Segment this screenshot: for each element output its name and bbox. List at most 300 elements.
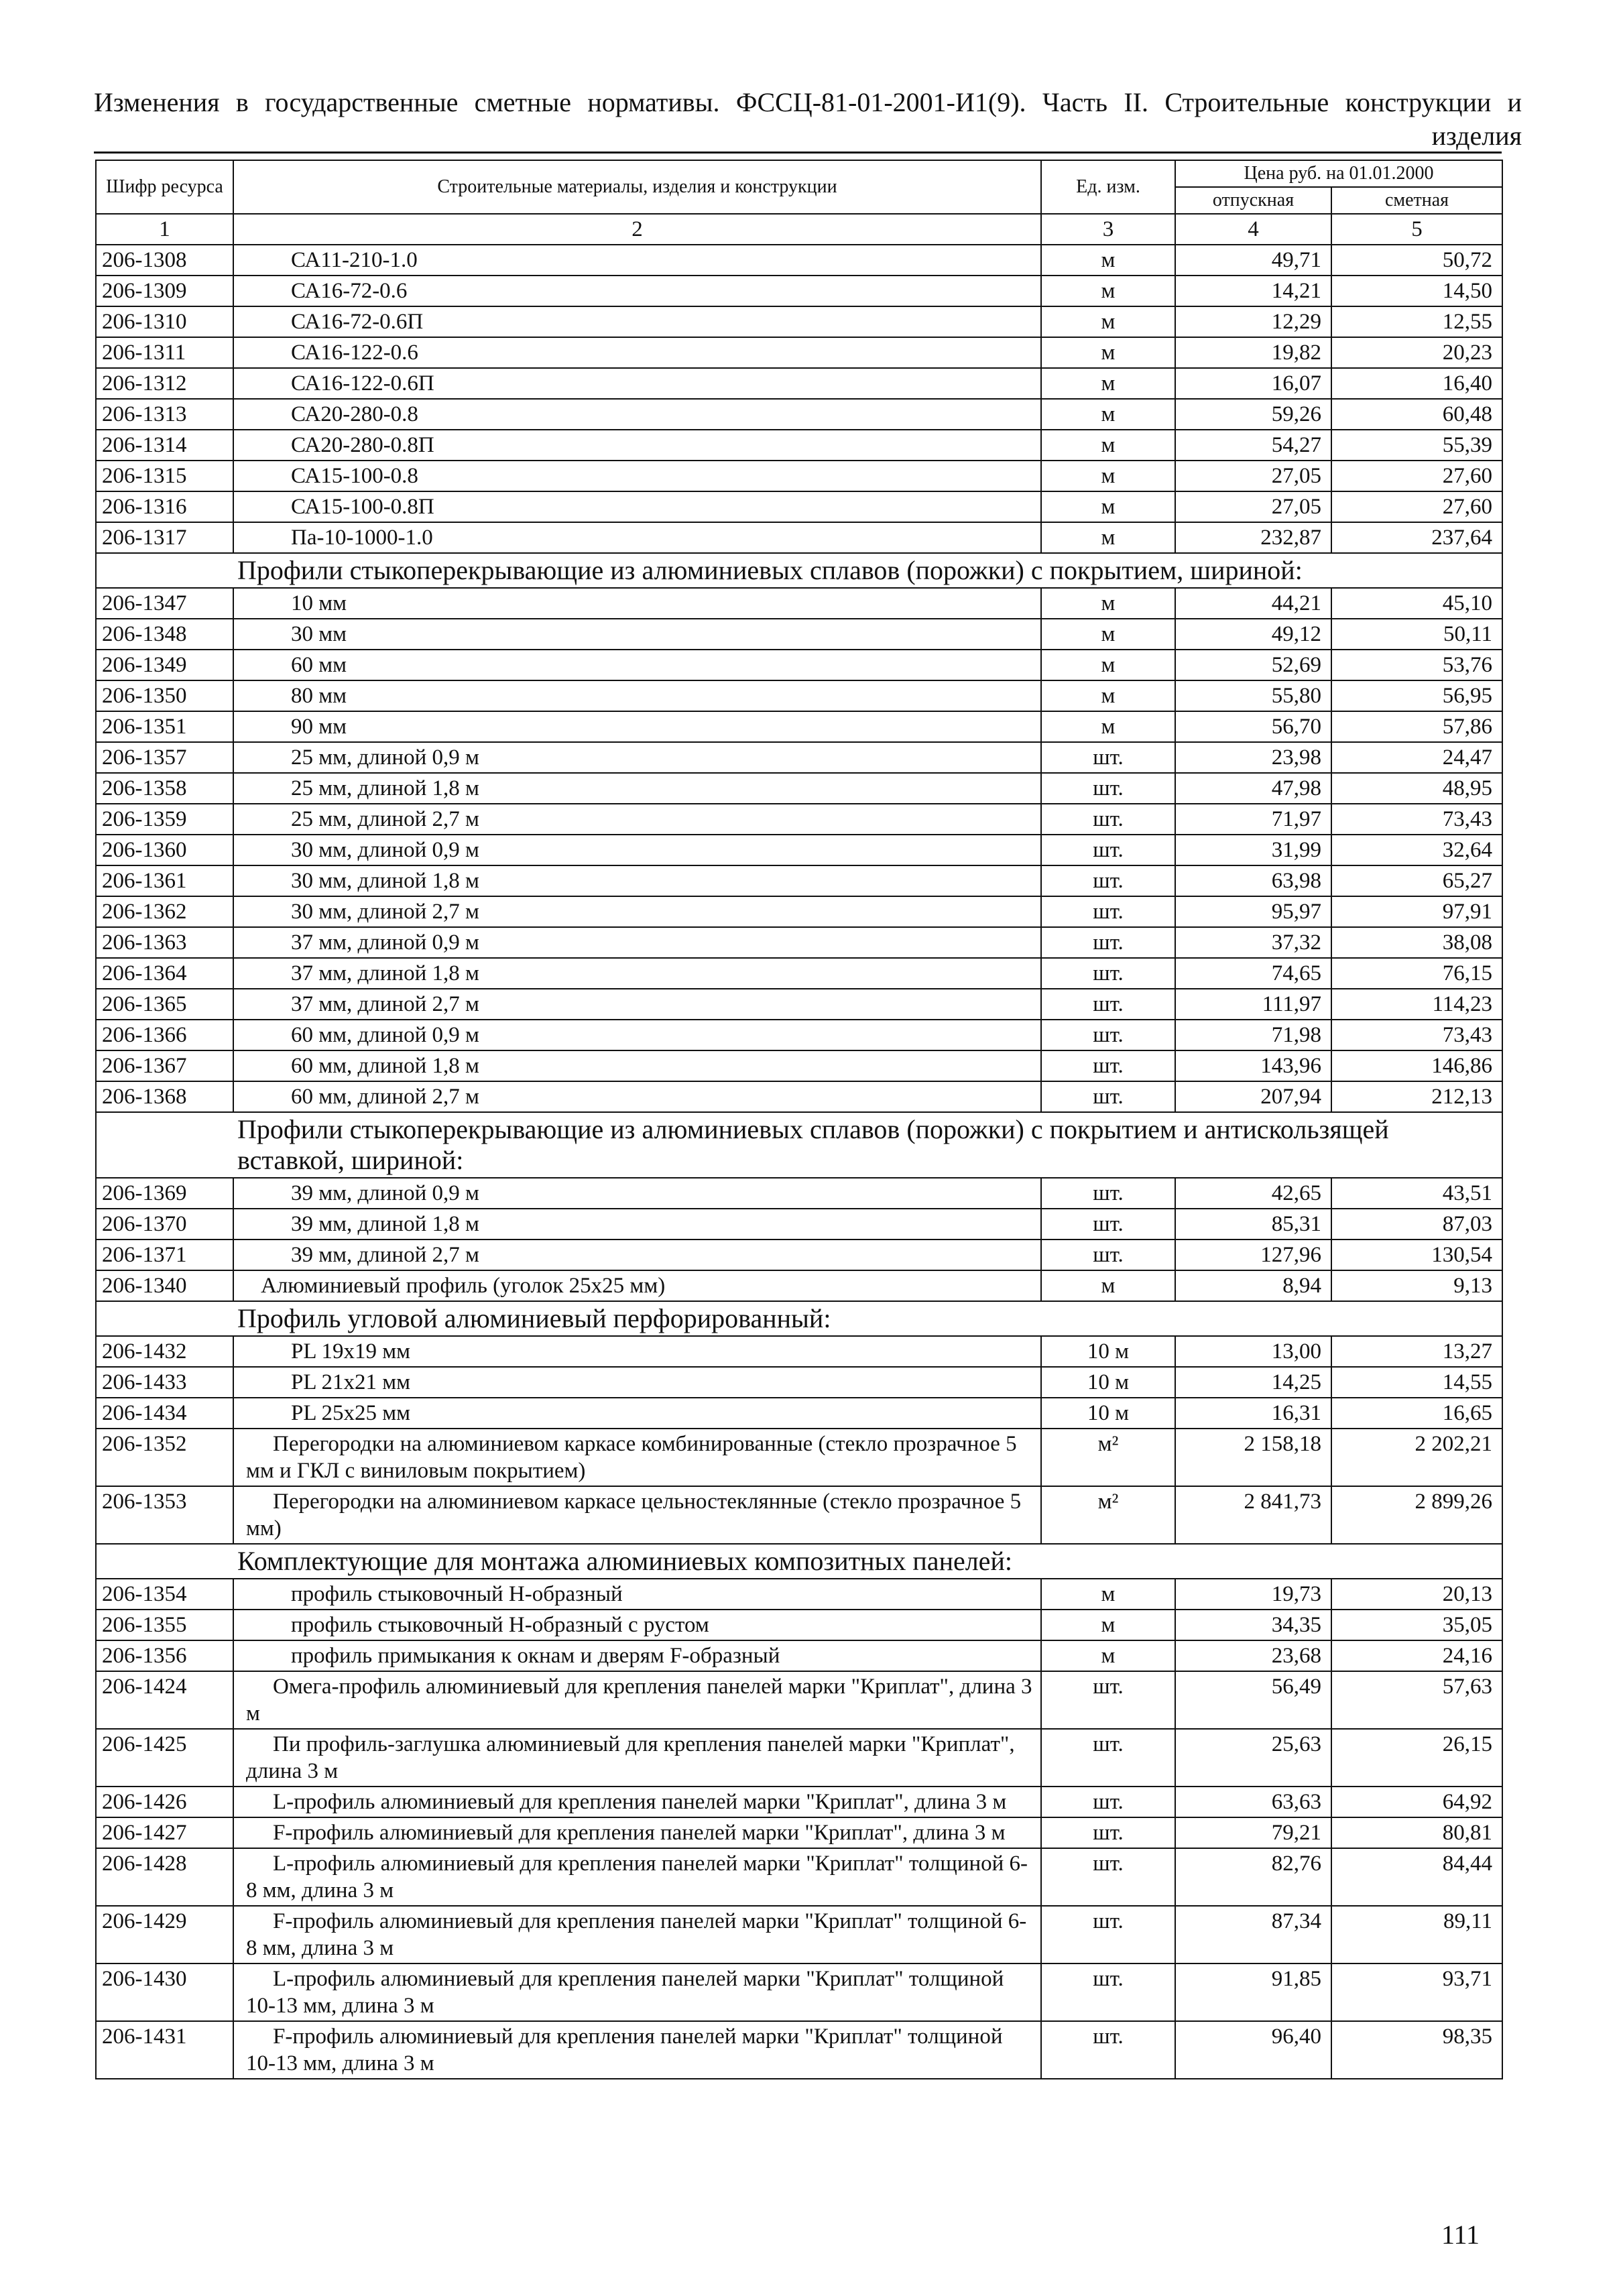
- unit-of-measure: шт.: [1041, 742, 1175, 773]
- table-row: [96, 1486, 1502, 1544]
- release-price: 74,65: [1175, 958, 1331, 989]
- resource-code: 206-1428: [96, 1848, 233, 1906]
- release-price: 71,97: [1175, 804, 1331, 835]
- estimate-price: 24,47: [1331, 742, 1502, 773]
- release-price: 25,63: [1175, 1729, 1331, 1787]
- material-name: Перегородки на алюминиевом каркасе цельностеклянные (стекло прозрачное 5 мм): [233, 1486, 1041, 1544]
- table-row: [96, 1848, 1502, 1906]
- material-name: 60 мм: [233, 650, 1041, 680]
- release-price: 91,85: [1175, 1963, 1331, 2021]
- unit-of-measure: шт.: [1041, 1671, 1175, 1729]
- release-price: 13,00: [1175, 1336, 1331, 1367]
- unit-of-measure: м: [1041, 368, 1175, 399]
- release-price: 34,35: [1175, 1610, 1331, 1640]
- estimate-price: 2 899,26: [1331, 1486, 1502, 1544]
- table-row: [96, 1050, 1502, 1081]
- release-price: 54,27: [1175, 430, 1331, 461]
- estimate-price: 13,27: [1331, 1336, 1502, 1367]
- release-price: 96,40: [1175, 2021, 1331, 2079]
- release-price: 44,21: [1175, 588, 1331, 619]
- release-price: 59,26: [1175, 399, 1331, 430]
- estimate-price: 76,15: [1331, 958, 1502, 989]
- material-name: 37 мм, длиной 1,8 м: [233, 958, 1041, 989]
- release-price: 85,31: [1175, 1209, 1331, 1240]
- unit-of-measure: м: [1041, 1579, 1175, 1610]
- unit-of-measure: 10 м: [1041, 1398, 1175, 1429]
- unit-of-measure: м: [1041, 680, 1175, 711]
- release-price: 23,68: [1175, 1640, 1331, 1671]
- resource-code: 206-1425: [96, 1729, 233, 1787]
- table-row: [96, 773, 1502, 804]
- release-price: 27,05: [1175, 491, 1331, 522]
- table-row: [96, 1640, 1502, 1671]
- col-header-price: Цена руб. на 01.01.2000: [1175, 160, 1502, 187]
- table-row: [96, 522, 1502, 553]
- unit-of-measure: 10 м: [1041, 1336, 1175, 1367]
- material-name: 60 мм, длиной 0,9 м: [233, 1020, 1041, 1050]
- material-name: профиль стыковочный Н-образный с рустом: [233, 1610, 1041, 1640]
- release-price: 56,49: [1175, 1671, 1331, 1729]
- unit-of-measure: шт.: [1041, 1240, 1175, 1270]
- unit-of-measure: шт.: [1041, 1081, 1175, 1112]
- unit-of-measure: м²: [1041, 1429, 1175, 1486]
- material-name: PL 21х21 мм: [233, 1367, 1041, 1398]
- unit-of-measure: шт.: [1041, 1848, 1175, 1906]
- table-row: [96, 1817, 1502, 1848]
- release-price: 56,70: [1175, 711, 1331, 742]
- material-name: 39 мм, длиной 2,7 м: [233, 1240, 1041, 1270]
- unit-of-measure: шт.: [1041, 865, 1175, 896]
- section-heading: Профили стыкоперекрывающие из алюминиевых сплавов (порожки) с покрытием, шириной:: [96, 553, 1502, 588]
- release-price: 71,98: [1175, 1020, 1331, 1050]
- material-name: L-профиль алюминиевый для крепления панелей марки "Криплат", длина 3 м: [233, 1787, 1041, 1817]
- material-name: PL 19х19 мм: [233, 1336, 1041, 1367]
- estimate-price: 130,54: [1331, 1240, 1502, 1270]
- estimate-price: 32,64: [1331, 835, 1502, 865]
- material-name: 30 мм: [233, 619, 1041, 650]
- table-row: [96, 1610, 1502, 1640]
- release-price: 19,82: [1175, 337, 1331, 368]
- col-header-code: Шифр ресурса: [96, 160, 233, 214]
- estimate-price: 73,43: [1331, 1020, 1502, 1050]
- resource-code: 206-1358: [96, 773, 233, 804]
- table-row: [96, 491, 1502, 522]
- section-row: [96, 1301, 1502, 1336]
- resource-code: 206-1366: [96, 1020, 233, 1050]
- release-price: 127,96: [1175, 1240, 1331, 1270]
- material-name: 90 мм: [233, 711, 1041, 742]
- table-row: [96, 958, 1502, 989]
- table-row: [96, 989, 1502, 1020]
- unit-of-measure: м: [1041, 337, 1175, 368]
- release-price: 23,98: [1175, 742, 1331, 773]
- table-row: [96, 1270, 1502, 1301]
- estimate-price: 14,50: [1331, 276, 1502, 306]
- unit-of-measure: м: [1041, 619, 1175, 650]
- col-number: 1: [96, 214, 233, 245]
- resource-code: 206-1357: [96, 742, 233, 773]
- material-name: СА11-210-1.0: [233, 245, 1041, 276]
- estimate-price: 27,60: [1331, 491, 1502, 522]
- table-row: [96, 1429, 1502, 1486]
- resource-code: 206-1352: [96, 1429, 233, 1486]
- table-row: [96, 1398, 1502, 1429]
- unit-of-measure: м²: [1041, 1486, 1175, 1544]
- resource-code: 206-1434: [96, 1398, 233, 1429]
- resource-code: 206-1347: [96, 588, 233, 619]
- estimate-price: 146,86: [1331, 1050, 1502, 1081]
- table-row: [96, 1671, 1502, 1729]
- resource-code: 206-1315: [96, 461, 233, 491]
- estimate-price: 84,44: [1331, 1848, 1502, 1906]
- unit-of-measure: шт.: [1041, 896, 1175, 927]
- page-header: Изменения в государственные сметные нормативы. ФССЦ-81-01-2001-И1(9). Часть II. Строительные конструкции и изделия: [94, 87, 1522, 151]
- release-price: 27,05: [1175, 461, 1331, 491]
- table-row: [96, 650, 1502, 680]
- unit-of-measure: шт.: [1041, 835, 1175, 865]
- col-number: 4: [1175, 214, 1331, 245]
- page-number: 111: [1441, 2220, 1480, 2250]
- estimate-price: 89,11: [1331, 1906, 1502, 1963]
- unit-of-measure: шт.: [1041, 1209, 1175, 1240]
- release-price: 49,71: [1175, 245, 1331, 276]
- unit-of-measure: м: [1041, 276, 1175, 306]
- resource-code: 206-1348: [96, 619, 233, 650]
- release-price: 49,12: [1175, 619, 1331, 650]
- material-name: L-профиль алюминиевый для крепления панелей марки "Криплат" толщиной 10-13 мм, длина 3 м: [233, 1963, 1041, 2021]
- col-header-estimate: сметная: [1331, 187, 1502, 214]
- estimate-price: 48,95: [1331, 773, 1502, 804]
- table-row: [96, 1367, 1502, 1398]
- resource-code: 206-1314: [96, 430, 233, 461]
- resource-code: 206-1356: [96, 1640, 233, 1671]
- col-number: 3: [1041, 214, 1175, 245]
- release-price: 31,99: [1175, 835, 1331, 865]
- unit-of-measure: шт.: [1041, 927, 1175, 958]
- material-name: 39 мм, длиной 0,9 м: [233, 1178, 1041, 1209]
- section-heading: Профили стыкоперекрывающие из алюминиевых сплавов (порожки) с покрытием и антискользящей вставкой, шириной:: [96, 1112, 1502, 1178]
- material-name: L-профиль алюминиевый для крепления панелей марки "Криплат" толщиной 6-8 мм, длина 3 м: [233, 1848, 1041, 1906]
- table-row: [96, 461, 1502, 491]
- estimate-price: 237,64: [1331, 522, 1502, 553]
- unit-of-measure: шт.: [1041, 1050, 1175, 1081]
- release-price: 55,80: [1175, 680, 1331, 711]
- resource-code: 206-1309: [96, 276, 233, 306]
- resource-code: 206-1424: [96, 1671, 233, 1729]
- table-row: [96, 2021, 1502, 2079]
- estimate-price: 16,65: [1331, 1398, 1502, 1429]
- table-row: [96, 276, 1502, 306]
- resource-code: 206-1351: [96, 711, 233, 742]
- release-price: 16,31: [1175, 1398, 1331, 1429]
- release-price: 111,97: [1175, 989, 1331, 1020]
- resource-code: 206-1362: [96, 896, 233, 927]
- material-name: СА20-280-0.8П: [233, 430, 1041, 461]
- release-price: 232,87: [1175, 522, 1331, 553]
- table-row: [96, 1020, 1502, 1050]
- material-name: Алюминиевый профиль (уголок 25х25 мм): [233, 1270, 1041, 1301]
- estimate-price: 24,16: [1331, 1640, 1502, 1671]
- table-row: [96, 245, 1502, 276]
- estimate-price: 114,23: [1331, 989, 1502, 1020]
- estimate-price: 38,08: [1331, 927, 1502, 958]
- material-name: 10 мм: [233, 588, 1041, 619]
- resource-code: 206-1363: [96, 927, 233, 958]
- resource-code: 206-1316: [96, 491, 233, 522]
- price-table-body: [96, 160, 1502, 2079]
- estimate-price: 20,23: [1331, 337, 1502, 368]
- resource-code: 206-1349: [96, 650, 233, 680]
- col-number: 5: [1331, 214, 1502, 245]
- table-row: [96, 337, 1502, 368]
- resource-code: 206-1364: [96, 958, 233, 989]
- resource-code: 206-1433: [96, 1367, 233, 1398]
- unit-of-measure: м: [1041, 399, 1175, 430]
- table-row: [96, 399, 1502, 430]
- table-row: [96, 927, 1502, 958]
- estimate-price: 45,10: [1331, 588, 1502, 619]
- col-number: 2: [233, 214, 1041, 245]
- header-rule: [94, 152, 1502, 154]
- material-name: 39 мм, длиной 1,8 м: [233, 1209, 1041, 1240]
- release-price: 87,34: [1175, 1906, 1331, 1963]
- estimate-price: 73,43: [1331, 804, 1502, 835]
- material-name: 37 мм, длиной 2,7 м: [233, 989, 1041, 1020]
- material-name: PL 25х25 мм: [233, 1398, 1041, 1429]
- table-row: [96, 1963, 1502, 2021]
- release-price: 79,21: [1175, 1817, 1331, 1848]
- resource-code: 206-1361: [96, 865, 233, 896]
- release-price: 42,65: [1175, 1178, 1331, 1209]
- release-price: 2 841,73: [1175, 1486, 1331, 1544]
- table-row: [96, 1729, 1502, 1787]
- release-price: 19,73: [1175, 1579, 1331, 1610]
- unit-of-measure: шт.: [1041, 1178, 1175, 1209]
- release-price: 207,94: [1175, 1081, 1331, 1112]
- material-name: 37 мм, длиной 0,9 м: [233, 927, 1041, 958]
- material-name: 30 мм, длиной 2,7 м: [233, 896, 1041, 927]
- unit-of-measure: м: [1041, 650, 1175, 680]
- estimate-price: 35,05: [1331, 1610, 1502, 1640]
- unit-of-measure: м: [1041, 461, 1175, 491]
- material-name: 30 мм, длиной 0,9 м: [233, 835, 1041, 865]
- resource-code: 206-1354: [96, 1579, 233, 1610]
- table-row: [96, 835, 1502, 865]
- col-header-release: отпускная: [1175, 187, 1331, 214]
- material-name: 60 мм, длиной 1,8 м: [233, 1050, 1041, 1081]
- release-price: 2 158,18: [1175, 1429, 1331, 1486]
- table-row: [96, 619, 1502, 650]
- estimate-price: 20,13: [1331, 1579, 1502, 1610]
- release-price: 63,98: [1175, 865, 1331, 896]
- section-heading: Комплектующие для монтажа алюминиевых композитных панелей:: [96, 1544, 1502, 1579]
- col-header-name: Строительные материалы, изделия и конструкции: [233, 160, 1041, 214]
- release-price: 47,98: [1175, 773, 1331, 804]
- table-row: [96, 1209, 1502, 1240]
- release-price: 12,29: [1175, 306, 1331, 337]
- estimate-price: 60,48: [1331, 399, 1502, 430]
- release-price: 14,25: [1175, 1367, 1331, 1398]
- estimate-price: 2 202,21: [1331, 1429, 1502, 1486]
- table-row: [96, 1579, 1502, 1610]
- unit-of-measure: шт.: [1041, 1787, 1175, 1817]
- table-row: [96, 742, 1502, 773]
- unit-of-measure: 10 м: [1041, 1367, 1175, 1398]
- unit-of-measure: шт.: [1041, 989, 1175, 1020]
- material-name: 30 мм, длиной 1,8 м: [233, 865, 1041, 896]
- section-row: [96, 1112, 1502, 1178]
- resource-code: 206-1365: [96, 989, 233, 1020]
- unit-of-measure: м: [1041, 1640, 1175, 1671]
- material-name: F-профиль алюминиевый для крепления панелей марки "Криплат", длина 3 м: [233, 1817, 1041, 1848]
- estimate-price: 53,76: [1331, 650, 1502, 680]
- material-name: Омега-профиль алюминиевый для крепления панелей марки "Криплат", длина 3 м: [233, 1671, 1041, 1729]
- material-name: 25 мм, длиной 1,8 м: [233, 773, 1041, 804]
- table-row: [96, 1178, 1502, 1209]
- estimate-price: 56,95: [1331, 680, 1502, 711]
- unit-of-measure: м: [1041, 522, 1175, 553]
- unit-of-measure: м: [1041, 711, 1175, 742]
- table-row: [96, 680, 1502, 711]
- table-row: [96, 865, 1502, 896]
- material-name: СА16-72-0.6: [233, 276, 1041, 306]
- material-name: СА16-122-0.6: [233, 337, 1041, 368]
- resource-code: 206-1426: [96, 1787, 233, 1817]
- resource-code: 206-1359: [96, 804, 233, 835]
- material-name: профиль стыковочный Н-образный: [233, 1579, 1041, 1610]
- release-price: 8,94: [1175, 1270, 1331, 1301]
- unit-of-measure: м: [1041, 306, 1175, 337]
- estimate-price: 80,81: [1331, 1817, 1502, 1848]
- material-name: профиль примыкания к окнам и дверям F-образный: [233, 1640, 1041, 1671]
- material-name: СА16-122-0.6П: [233, 368, 1041, 399]
- resource-code: 206-1369: [96, 1178, 233, 1209]
- estimate-price: 55,39: [1331, 430, 1502, 461]
- estimate-price: 12,55: [1331, 306, 1502, 337]
- release-price: 16,07: [1175, 368, 1331, 399]
- release-price: 52,69: [1175, 650, 1331, 680]
- resource-code: 206-1308: [96, 245, 233, 276]
- resource-code: 206-1371: [96, 1240, 233, 1270]
- release-price: 63,63: [1175, 1787, 1331, 1817]
- material-name: СА15-100-0.8П: [233, 491, 1041, 522]
- estimate-price: 57,86: [1331, 711, 1502, 742]
- estimate-price: 87,03: [1331, 1209, 1502, 1240]
- table-row: [96, 1240, 1502, 1270]
- unit-of-measure: м: [1041, 430, 1175, 461]
- estimate-price: 212,13: [1331, 1081, 1502, 1112]
- section-row: [96, 553, 1502, 588]
- unit-of-measure: шт.: [1041, 2021, 1175, 2079]
- table-row: [96, 896, 1502, 927]
- resource-code: 206-1370: [96, 1209, 233, 1240]
- material-name: Па-10-1000-1.0: [233, 522, 1041, 553]
- unit-of-measure: м: [1041, 588, 1175, 619]
- unit-of-measure: м: [1041, 245, 1175, 276]
- estimate-price: 65,27: [1331, 865, 1502, 896]
- section-heading: Профиль угловой алюминиевый перфорированный:: [96, 1301, 1502, 1336]
- estimate-price: 27,60: [1331, 461, 1502, 491]
- table-row: [96, 368, 1502, 399]
- resource-code: 206-1429: [96, 1906, 233, 1963]
- table-row: [96, 1336, 1502, 1367]
- material-name: Пи профиль-заглушка алюминиевый для крепления панелей марки "Криплат", длина 3 м: [233, 1729, 1041, 1787]
- resource-code: 206-1313: [96, 399, 233, 430]
- material-name: 80 мм: [233, 680, 1041, 711]
- unit-of-measure: м: [1041, 1270, 1175, 1301]
- resource-code: 206-1431: [96, 2021, 233, 2079]
- unit-of-measure: шт.: [1041, 1817, 1175, 1848]
- resource-code: 206-1360: [96, 835, 233, 865]
- estimate-price: 50,72: [1331, 245, 1502, 276]
- unit-of-measure: шт.: [1041, 1963, 1175, 2021]
- estimate-price: 50,11: [1331, 619, 1502, 650]
- column-number-row: [96, 214, 1502, 245]
- release-price: 143,96: [1175, 1050, 1331, 1081]
- unit-of-measure: шт.: [1041, 773, 1175, 804]
- resource-code: 206-1350: [96, 680, 233, 711]
- table-row: [96, 1081, 1502, 1112]
- unit-of-measure: м: [1041, 491, 1175, 522]
- resource-code: 206-1368: [96, 1081, 233, 1112]
- price-table: [95, 160, 1503, 2079]
- resource-code: 206-1427: [96, 1817, 233, 1848]
- material-name: 60 мм, длиной 2,7 м: [233, 1081, 1041, 1112]
- material-name: 25 мм, длиной 2,7 м: [233, 804, 1041, 835]
- table-row: [96, 306, 1502, 337]
- estimate-price: 9,13: [1331, 1270, 1502, 1301]
- resource-code: 206-1310: [96, 306, 233, 337]
- table-row: [96, 1787, 1502, 1817]
- unit-of-measure: шт.: [1041, 1729, 1175, 1787]
- release-price: 82,76: [1175, 1848, 1331, 1906]
- material-name: 25 мм, длиной 0,9 м: [233, 742, 1041, 773]
- resource-code: 206-1317: [96, 522, 233, 553]
- estimate-price: 93,71: [1331, 1963, 1502, 2021]
- resource-code: 206-1312: [96, 368, 233, 399]
- table-row: [96, 430, 1502, 461]
- material-name: СА16-72-0.6П: [233, 306, 1041, 337]
- release-price: 14,21: [1175, 276, 1331, 306]
- estimate-price: 14,55: [1331, 1367, 1502, 1398]
- resource-code: 206-1432: [96, 1336, 233, 1367]
- estimate-price: 97,91: [1331, 896, 1502, 927]
- release-price: 95,97: [1175, 896, 1331, 927]
- material-name: Перегородки на алюминиевом каркасе комбинированные (стекло прозрачное 5 мм и ГКЛ с виниловым покрытием): [233, 1429, 1041, 1486]
- material-name: СА20-280-0.8: [233, 399, 1041, 430]
- estimate-price: 43,51: [1331, 1178, 1502, 1209]
- unit-of-measure: шт.: [1041, 804, 1175, 835]
- unit-of-measure: шт.: [1041, 1020, 1175, 1050]
- table-head-row: [96, 160, 1502, 187]
- resource-code: 206-1311: [96, 337, 233, 368]
- resource-code: 206-1367: [96, 1050, 233, 1081]
- unit-of-measure: шт.: [1041, 958, 1175, 989]
- estimate-price: 64,92: [1331, 1787, 1502, 1817]
- resource-code: 206-1340: [96, 1270, 233, 1301]
- estimate-price: 98,35: [1331, 2021, 1502, 2079]
- material-name: F-профиль алюминиевый для крепления панелей марки "Криплат" толщиной 6-8 мм, длина 3 м: [233, 1906, 1041, 1963]
- section-row: [96, 1544, 1502, 1579]
- estimate-price: 26,15: [1331, 1729, 1502, 1787]
- estimate-price: 57,63: [1331, 1671, 1502, 1729]
- table-row: [96, 804, 1502, 835]
- table-row: [96, 1906, 1502, 1963]
- resource-code: 206-1353: [96, 1486, 233, 1544]
- col-header-unit: Ед. изм.: [1041, 160, 1175, 214]
- material-name: СА15-100-0.8: [233, 461, 1041, 491]
- estimate-price: 16,40: [1331, 368, 1502, 399]
